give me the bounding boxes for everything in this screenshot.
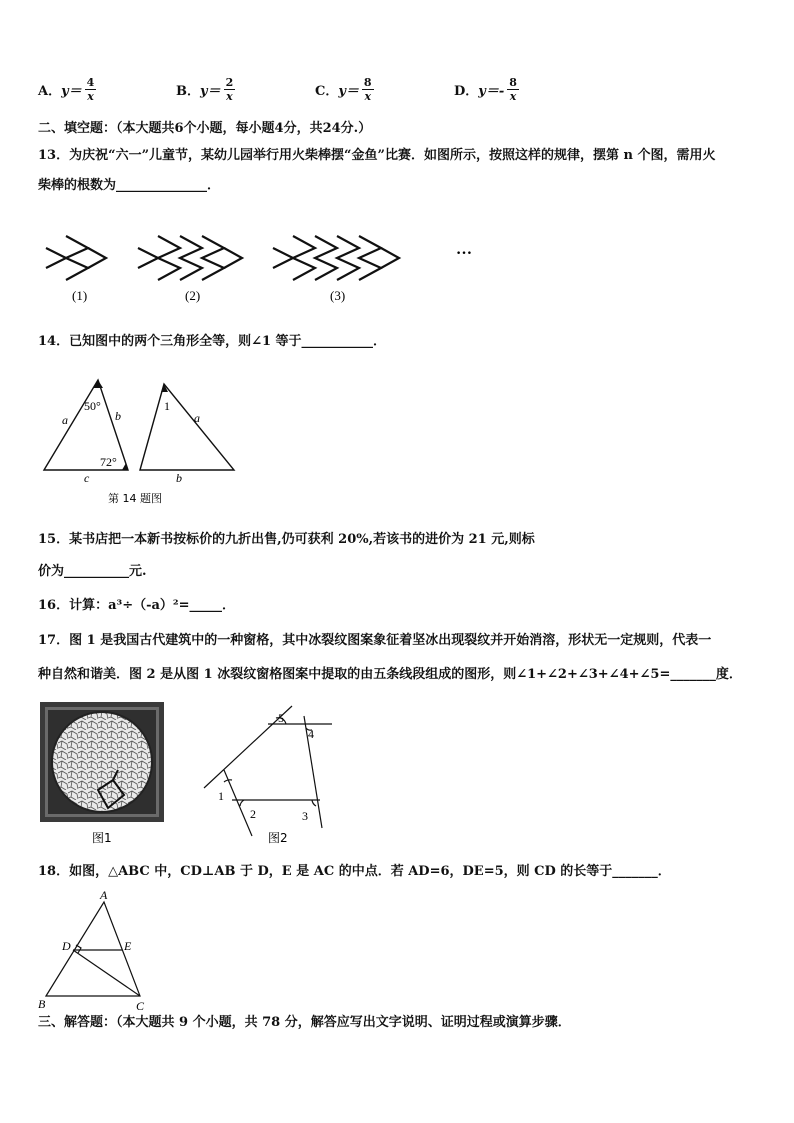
- point-b: B: [38, 997, 46, 1011]
- fish-tail-1: [46, 248, 66, 268]
- point-c: C: [136, 999, 145, 1012]
- q15-text-line1: 15．某书店把一本新书按标价的九折出售,仍可获利 20%,若该书的进价为 21 元,则标: [38, 532, 535, 547]
- option-d: D． y＝- $\frac{8}{x}$: [454, 76, 517, 103]
- q15-text-line2: 价为__________元.: [38, 564, 147, 579]
- angle-label-3: 3: [302, 809, 308, 823]
- matchstick-fish-figure: [38, 222, 488, 312]
- fig-label-2: (2): [185, 288, 201, 303]
- section-3-heading: 三、解答题：（本大题共 9 个小题，共 78 分，解答应写出文字说明、证明过程或演算步骤．: [38, 1015, 571, 1030]
- fig2-caption: 图2: [268, 831, 288, 845]
- congruent-triangles-figure: [38, 372, 248, 510]
- figure-14-caption: 第 14 题图: [108, 492, 162, 505]
- q13-text-line2: 柴棒的根数为______________．: [38, 178, 221, 193]
- fig1-caption: 图1: [92, 831, 112, 845]
- option-c: C． y＝ $\frac{8}{x}$: [315, 76, 372, 103]
- right-side-a-label: a: [194, 411, 200, 425]
- option-b: B． y＝ $\frac{2}{x}$: [176, 76, 234, 103]
- five-segment-figure: [196, 700, 346, 848]
- q14-text: 14．已知图中的两个三角形全等，则∠1 等于___________．: [38, 334, 387, 349]
- point-d: D: [62, 939, 71, 953]
- angle-50-label: 50°: [84, 399, 101, 413]
- angle-72-label: 72°: [100, 455, 117, 469]
- fig-label-3: (3): [330, 288, 346, 303]
- right-triangle: [140, 384, 234, 470]
- ellipsis: …: [456, 241, 472, 258]
- angle-label-5: 5: [278, 711, 284, 725]
- q17-text-line2: 种自然和谐美．图 2 是从图 1 冰裂纹窗格图案中提取的由五条线段组成的图形，则∠1+∠2+∠3+∠4+∠5=_______度．: [38, 667, 742, 682]
- side-c-label: c: [84, 471, 90, 485]
- side-b-label: b: [115, 409, 121, 423]
- point-e: E: [124, 939, 132, 953]
- triangle-abc-figure: [36, 888, 166, 1012]
- angle-1-label: 1: [164, 399, 170, 413]
- side-a-label: a: [62, 413, 68, 427]
- right-side-b-label: b: [176, 471, 182, 485]
- section-2-heading: 二、填空题：（本大题共6个小题，每小题4分，共24分.）: [38, 121, 372, 136]
- q16-text: 16．计算：a³÷（-a）²=_____．: [38, 598, 236, 613]
- fish-body-1: [66, 236, 88, 280]
- option-a: A． y＝ $\frac{4}{x}$: [38, 76, 95, 103]
- point-a: A: [100, 888, 108, 902]
- fig-label-1: (1): [72, 288, 88, 303]
- angle-label-4: 4: [308, 727, 314, 741]
- q18-text: 18．如图，△ABC 中，CD⊥AB 于 D，E 是 AC 的中点．若 AD=6，DE=5，则 CD 的长等于_______．: [38, 864, 671, 879]
- angle-label-1: 1: [218, 789, 224, 803]
- q17-text-line1: 17．图 1 是我国古代建筑中的一种窗格，其中冰裂纹图案象征着坚冰出现裂纹并开始消溶，形状无一定规则，代表一: [38, 633, 712, 648]
- q13-text-line1: 13．为庆祝“六一”儿童节，某幼儿园举行用火柴棒摆“金鱼”比赛．如图所示，按照这样的规律，摆第 n 个图，需用火: [38, 148, 716, 163]
- angle-label-2: 2: [250, 807, 256, 821]
- ice-crack-window-image: [38, 700, 168, 848]
